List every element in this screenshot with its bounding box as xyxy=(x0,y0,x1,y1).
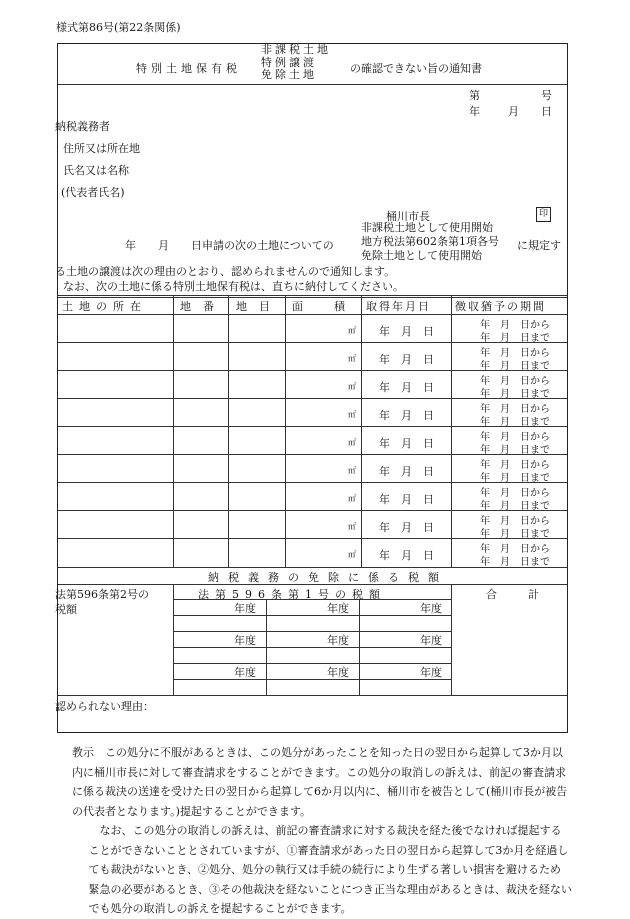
header-lot-number: 地番 xyxy=(180,300,226,313)
area-unit: ㎡ xyxy=(348,382,356,391)
body-application-date: 年 月 日申請の次の土地についての xyxy=(125,239,334,252)
fiscal-year-label: 年度 xyxy=(327,602,349,615)
period-to-cell: 年 月 日まで xyxy=(480,529,550,540)
fiscal-year-label: 年度 xyxy=(420,634,442,647)
fiscal-year-label: 年度 xyxy=(234,666,256,679)
date-day: 日 xyxy=(541,105,552,118)
instructions-block xyxy=(72,743,572,919)
title-category-2: 特例譲渡 xyxy=(261,55,317,69)
area-unit: ㎡ xyxy=(348,522,356,531)
fiscal-year-label: 年度 xyxy=(234,634,256,647)
tax-table-bottom xyxy=(58,695,567,696)
notice-form xyxy=(57,43,568,733)
table-row xyxy=(58,343,567,371)
tax-col1-header-a: 法第596条第2号の xyxy=(55,588,149,601)
area-unit: ㎡ xyxy=(348,494,356,503)
seal-icon: 印 xyxy=(536,207,551,222)
taxpayer-name-label: 氏名又は名称 xyxy=(63,164,129,177)
tax-col3-header: 合 計 xyxy=(486,588,542,601)
tax-row-divider xyxy=(173,631,451,632)
table-row xyxy=(58,483,567,511)
acquisition-date-cell: 年 月 日 xyxy=(379,381,434,394)
area-unit: ㎡ xyxy=(348,410,356,419)
body-category-1: 非課税土地として使用開始 xyxy=(361,221,493,234)
table-row xyxy=(58,315,567,343)
period-from-cell: 年 月 日から xyxy=(480,488,550,499)
period-to-cell: 年 月 日まで xyxy=(480,557,550,568)
body-line-3: なお、次の土地に係る特別土地保有税は、直ちに納付してください。 xyxy=(63,280,404,293)
table-row xyxy=(58,427,567,455)
acquisition-date-cell: 年 月 日 xyxy=(379,409,434,422)
tax-row-divider xyxy=(173,679,451,680)
tax-col2-header: 法第596条第1号の税額 xyxy=(198,588,386,601)
reason-label: 認められない理由： xyxy=(55,700,154,713)
doc-number-go: 号 xyxy=(541,89,552,102)
period-from-cell: 年 月 日から xyxy=(480,348,550,359)
acquisition-date-cell: 年 月 日 xyxy=(379,493,434,506)
acquisition-date-cell: 年 月 日 xyxy=(379,353,434,366)
table-row xyxy=(58,371,567,399)
acquisition-date-cell: 年 月 日 xyxy=(379,437,434,450)
taxpayer-rep-label: (代表者氏名) xyxy=(61,186,125,199)
header-acquisition-date: 取得年月日 xyxy=(366,300,431,313)
tax-col1-header-b: 税額 xyxy=(55,603,77,616)
mayor-label: 桶川市長 xyxy=(386,210,430,223)
period-from-cell: 年 月 日から xyxy=(480,404,550,415)
instructions-paragraph-1: この処分に不服があるときは、この処分があったことを知った日の翌日から起算して3か月以内に桶川市長に対して審査請求をすることができます。この処分の取消しの訴えは、前記の審査請求に係る裁決の送達を受けた日の翌日から起算して6か月以内に、桶川市を被告として(桶川市長が被告の代表者となります。)提起することができます。 xyxy=(72,746,568,818)
acquisition-date-cell: 年 月 日 xyxy=(379,465,434,478)
acquisition-date-cell: 年 月 日 xyxy=(379,325,434,338)
date-month: 月 xyxy=(508,105,519,118)
fiscal-year-label: 年度 xyxy=(327,666,349,679)
row-divider xyxy=(58,538,567,539)
instructions-paragraph-2: なお、この処分の取消しの訴えは、前記の審査請求に対する裁決を経た後でなければ提起することができないこととされていますが、①審査請求があった日の翌日から起算して3か月を経過しても裁決がないとき、②処分、処分の執行又は手続の続行により生ずる著しい損害を避けるため緊急の必要があるとき、③その他裁決を経ないことにつき正当な理由があるときは、裁決を経ないでも処分の取消しの訴えを提起することができます。 xyxy=(88,824,572,915)
doc-number-dai: 第 xyxy=(469,89,480,102)
header-location: 土地の所在 xyxy=(62,300,147,313)
tax-col-divider-2 xyxy=(451,584,452,695)
form-number-label: 様式第86号(第22条関係) xyxy=(56,21,181,34)
row-divider xyxy=(58,398,567,399)
tax-row-divider xyxy=(173,647,451,648)
fiscal-year-label: 年度 xyxy=(327,634,349,647)
row-divider xyxy=(58,454,567,455)
area-unit: ㎡ xyxy=(348,438,356,447)
period-to-cell: 年 月 日まで xyxy=(480,361,550,372)
row-divider xyxy=(58,482,567,483)
area-unit: ㎡ xyxy=(348,466,356,475)
row-divider xyxy=(58,426,567,427)
acquisition-date-cell: 年 月 日 xyxy=(379,521,434,534)
fiscal-year-label: 年度 xyxy=(234,602,256,615)
header-area: 面 積 xyxy=(292,300,348,313)
table-row xyxy=(58,399,567,427)
fiscal-year-label: 年度 xyxy=(420,666,442,679)
body-category-2: 地方税法第602条第1項各号 xyxy=(361,235,499,248)
area-unit: ㎡ xyxy=(348,550,356,559)
period-to-cell: 年 月 日まで xyxy=(480,501,550,512)
fiscal-year-label: 年度 xyxy=(420,602,442,615)
body-category-stack xyxy=(361,221,499,263)
area-unit: ㎡ xyxy=(348,354,356,363)
title-category-stack xyxy=(261,44,331,82)
period-to-cell: 年 月 日まで xyxy=(480,389,550,400)
header-deferral-period: 徴収猶予の期間 xyxy=(455,300,546,313)
tax-section-top xyxy=(58,567,567,568)
period-from-cell: 年 月 日から xyxy=(480,376,550,387)
period-from-cell: 年 月 日から xyxy=(480,516,550,527)
header-land-category: 地目 xyxy=(236,300,282,313)
taxpayer-heading: 納税義務者 xyxy=(55,120,110,133)
row-divider xyxy=(58,342,567,343)
period-from-cell: 年 月 日から xyxy=(480,432,550,443)
body-line-2: る土地の譲渡は次の理由のとおり、認められませんので通知します。 xyxy=(55,265,396,278)
table-row xyxy=(58,455,567,483)
title-tail: の確認できない旨の通知書 xyxy=(350,62,482,75)
tax-row-divider xyxy=(173,663,451,664)
tax-subheader-bottom xyxy=(173,599,451,600)
area-unit: ㎡ xyxy=(348,326,356,335)
period-to-cell: 年 月 日まで xyxy=(480,333,550,344)
acquisition-date-cell: 年 月 日 xyxy=(379,549,434,562)
table-row xyxy=(58,539,567,567)
period-from-cell: 年 月 日から xyxy=(480,460,550,471)
tax-section-header-bottom xyxy=(58,584,567,585)
title-category-1: 非課税土地 xyxy=(261,43,331,56)
table-row xyxy=(58,511,567,539)
body-category-3: 免除土地として使用開始 xyxy=(361,249,482,262)
row-divider xyxy=(58,370,567,371)
period-to-cell: 年 月 日まで xyxy=(480,473,550,484)
title-divider xyxy=(58,84,567,85)
tax-row-divider xyxy=(173,615,451,616)
title-category-3: 免除土地 xyxy=(261,68,317,81)
date-year: 年 xyxy=(469,105,480,118)
instructions-label: 教示 xyxy=(72,746,94,759)
period-to-cell: 年 月 日まで xyxy=(480,417,550,428)
tax-section-header: 納税義務の免除に係る税額 xyxy=(208,571,448,584)
period-from-cell: 年 月 日から xyxy=(480,320,550,331)
period-to-cell: 年 月 日まで xyxy=(480,445,550,456)
row-divider xyxy=(58,510,567,511)
taxpayer-address-label: 住所又は所在地 xyxy=(63,142,140,155)
body-tail: に規定す xyxy=(517,239,561,252)
title-main: 特別土地保有税 xyxy=(136,62,241,75)
period-from-cell: 年 月 日から xyxy=(480,544,550,555)
